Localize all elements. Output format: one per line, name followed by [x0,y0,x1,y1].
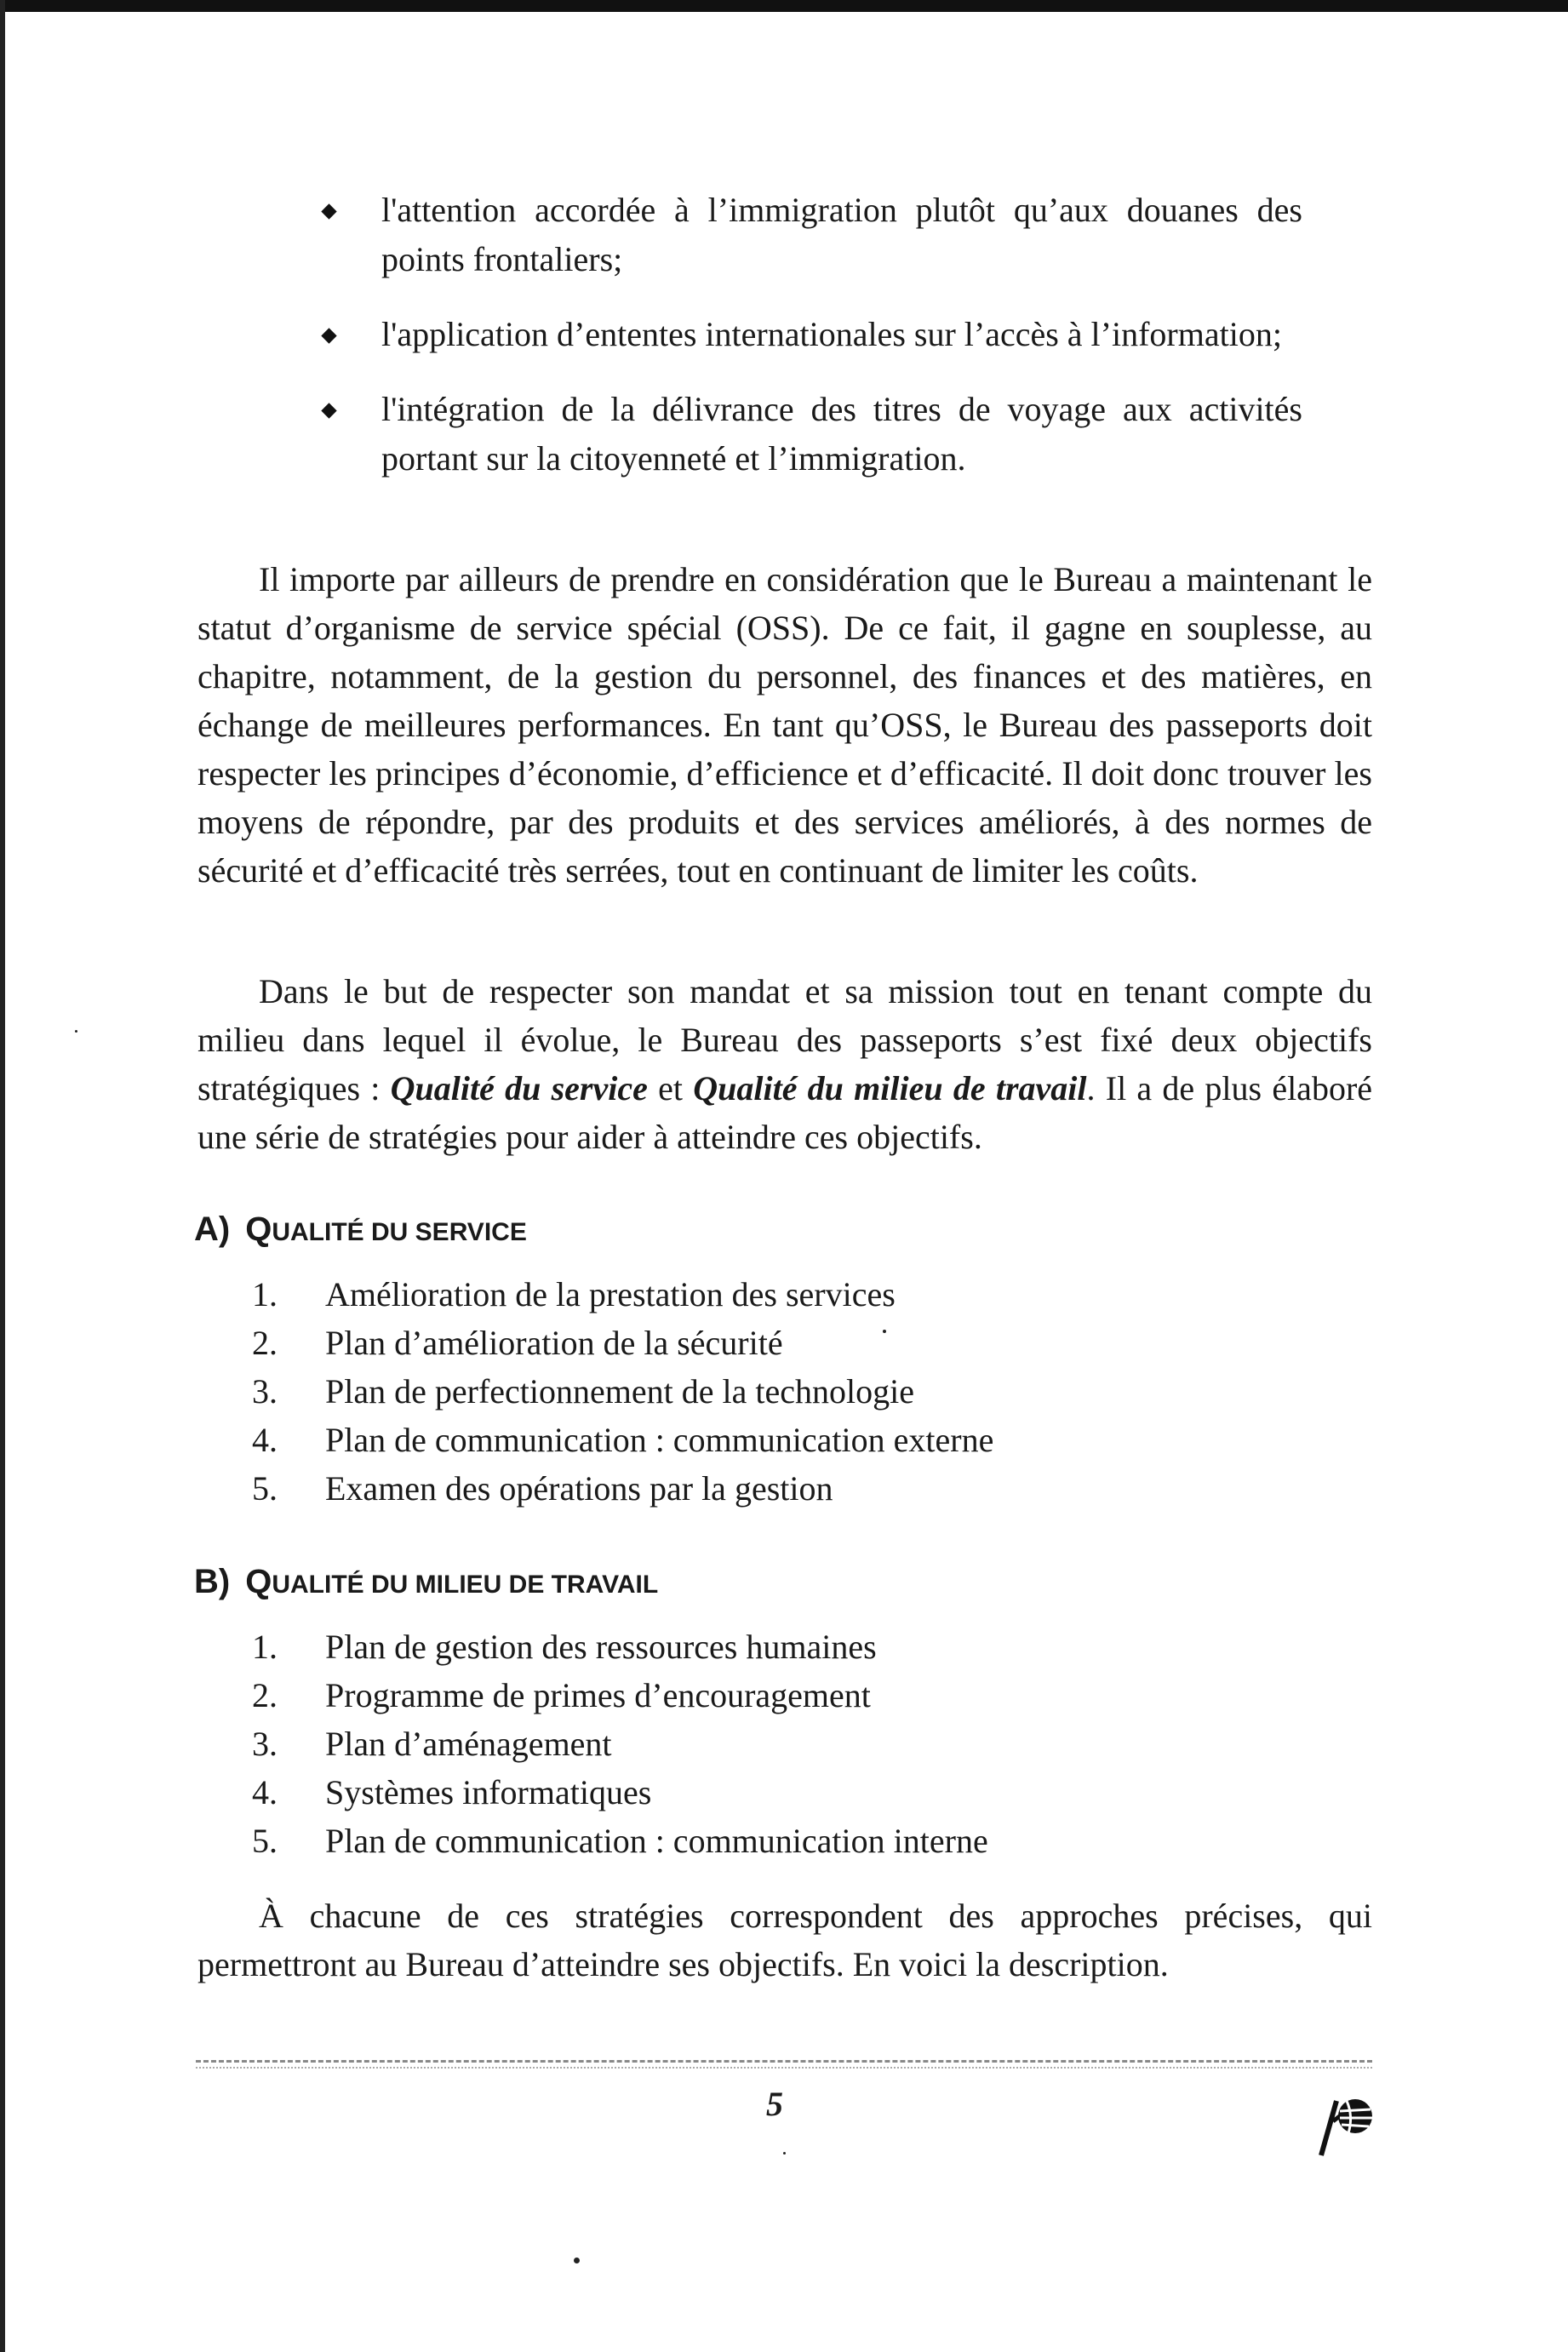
item-text: Plan de communication : communication externe [325,1421,994,1459]
scan-speck [574,2258,580,2263]
paragraph-conclusion: À chacune de ces stratégies correspondent des approches précises, qui permettront au Bureau d’atteindre ses objectifs. En voici la description. [197,1897,1372,1983]
item-number: 3. [252,1725,278,1763]
list-item [252,1270,993,1319]
section-title-initial: Q [245,1210,272,1248]
item-text: Plan de perfectionnement de la technologie [325,1372,914,1411]
item-text: Plan de communication : communication interne [325,1822,988,1860]
item-number: 5. [252,1469,278,1508]
bullet-text: l'intégration de la délivrance des titres de voyage aux activités portant sur la citoyenneté et l’immigration. [381,390,1302,478]
section-letter: A) [194,1210,231,1248]
diamond-bullet-icon [321,203,336,219]
paragraph-text: . Il a de plus élaboré une série de stratégies pour aider à atteindre ces objectifs. [197,1069,1373,1156]
item-number: 3. [252,1372,278,1411]
item-text: Plan de gestion des ressources humaines [325,1628,877,1666]
bullet-item [315,385,1302,484]
section-heading-a [194,1210,527,1249]
section-title-initial: Q [245,1563,272,1600]
list-item [252,1817,988,1865]
bullet-item [315,186,1302,284]
bullet-list [315,186,1302,509]
list-item [252,1720,988,1768]
diamond-bullet-icon [321,403,336,418]
list-item [252,1319,993,1367]
paragraph-text: Dans le but de respecter son mandat et sa mission tout en tenant compte du milieu dans lequel il évolue, le Bureau des passeports s’est fixé deux objectifs stratégiques : [197,972,1372,1107]
section-title: UALITÉ DU SERVICE [272,1218,527,1246]
bullet-text: l'attention accordée à l’immigration plutôt qu’aux douanes des points frontaliers; [381,191,1302,278]
item-text: Programme de primes d’encouragement [325,1676,871,1714]
list-item [252,1622,988,1671]
footer-divider [196,2060,1372,2063]
list-item [252,1367,993,1416]
diamond-bullet-icon [321,328,336,343]
item-number: 2. [252,1324,278,1362]
section-title: UALITÉ DU MILIEU DE TRAVAIL [272,1571,659,1599]
passport-office-logo-icon [1302,2084,1379,2160]
section-heading-b [194,1563,658,1601]
bullet-text: l'application d’ententes internationales sur l’accès à l’information; [381,315,1282,353]
paragraph-text: et [647,1069,694,1107]
item-text: Plan d’aménagement [325,1725,612,1763]
item-number: 1. [252,1275,278,1313]
list-item [252,1671,988,1720]
item-number: 1. [252,1628,278,1666]
item-number: 5. [252,1822,278,1860]
scan-speck [883,1330,886,1333]
bullet-item [315,310,1302,359]
item-number: 4. [252,1421,278,1459]
scan-speck [783,2152,786,2155]
list-item [252,1464,993,1513]
emphasis-quality-service: Qualité du service [390,1069,648,1107]
emphasis-quality-workplace: Qualité du milieu de travail [693,1069,1087,1107]
page-number: 5 [766,2085,783,2123]
numbered-list-a [252,1270,993,1513]
list-item [252,1768,988,1817]
paragraph-oss-status: Il importe par ailleurs de prendre en considération que le Bureau a maintenant le statut d’organisme de service spécial (OSS). De ce fait, il gagne en souplesse, au chapitre, notamment, de la gestion du personnel, des finances et des matières, en échange de meilleures performances. En tant qu’OSS, le Bureau des passeports doit respecter les principes d’économie, d’efficience et d’efficacité. Il doit donc trouver les moyens de répondre, par des produits et des services améliorés, à des normes de sécurité et d’efficacité très serrées, tout en continuant de limiter les coûts. [197,560,1372,890]
section-letter: B) [194,1563,231,1600]
item-text: Examen des opérations par la gestion [325,1469,833,1508]
scan-speck [75,1030,77,1033]
paragraph-strategic-objectives [197,967,1372,1161]
item-number: 2. [252,1676,278,1714]
list-item [252,1416,993,1464]
item-text: Systèmes informatiques [325,1773,652,1811]
numbered-list-b [252,1622,988,1865]
item-text: Amélioration de la prestation des services [325,1275,896,1313]
footer-divider [196,2067,1372,2069]
item-number: 4. [252,1773,278,1811]
item-text: Plan d’amélioration de la sécurité [325,1324,783,1362]
